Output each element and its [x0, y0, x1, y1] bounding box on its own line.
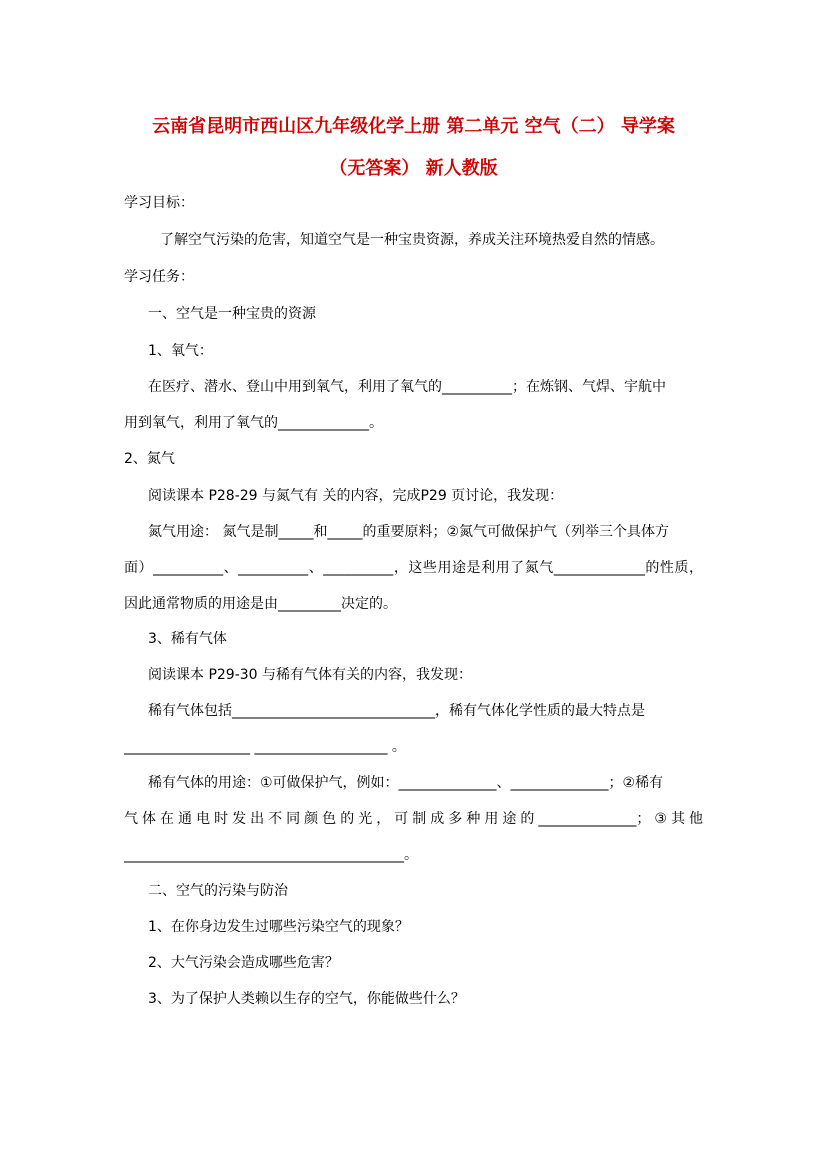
- section-heading-tasks: 学习任务：: [124, 269, 194, 285]
- question-1: 1、在你身边发生过哪些污染空气的现象？: [148, 919, 409, 935]
- paragraph-noble-gas-line-1: 稀有气体包括_____________________________，稀有气体化学性质的最大特点是: [148, 703, 645, 719]
- paragraph-noble-gas-use-line-1: 稀有气体的用途：①可做保护气，例如：______________、______________；②稀有: [148, 775, 664, 791]
- paragraph-oxygen-line-2: 用到氧气，利用了氧气的_____________。: [124, 415, 383, 431]
- section-heading-objectives: 学习目标：: [124, 195, 194, 211]
- heading-oxygen: 1、氧气：: [148, 343, 213, 359]
- paragraph-noble-gas-reading: 阅读课本 P29-30 与稀有气体有关的内容，我发现：: [148, 667, 473, 683]
- heading-air-pollution: 二、空气的污染与防治: [148, 883, 288, 899]
- paragraph-noble-gas-use-line-3: ________________________________________。: [124, 847, 418, 863]
- document-title-line-1: 云南省昆明市西山区九年级化学上册 第二单元 空气（二） 导学案: [152, 116, 675, 137]
- document-title-line-2: （无答案） 新人教版: [329, 158, 498, 179]
- paragraph-objective: 了解空气污染的危害，知道空气是一种宝贵资源，养成关注环境热爱自然的情感。: [160, 232, 664, 248]
- heading-nitrogen: 2、氮气: [124, 451, 175, 467]
- heading-noble-gases: 3、稀有气体: [148, 631, 227, 647]
- paragraph-noble-gas-line-2: __________________ ___________________ 。: [124, 739, 406, 755]
- paragraph-nitrogen-reading: 阅读课本 P28-29 与氮气有 关的内容，完成P29 页讨论，我发现：: [148, 488, 564, 504]
- paragraph-oxygen-line-1: 在医疗、潜水、登山中用到氧气，利用了氧气的__________；在炼钢、气焊、宇航中: [148, 379, 666, 395]
- paragraph-nitrogen-use-line-2: 面）__________、__________、__________，这些用途是利用了氮气_____________的性质，: [124, 560, 703, 576]
- paragraph-noble-gas-use-line-2: 气体在通电时发出不同颜色的光，可制成多种用途的______________；③其他: [124, 811, 703, 827]
- paragraph-nitrogen-use-line-3: 因此通常物质的用途是由_________决定的。: [124, 596, 397, 612]
- question-2: 2、大气污染会造成哪些危害？: [148, 955, 339, 971]
- heading-air-resource: 一、空气是一种宝贵的资源: [148, 306, 316, 322]
- paragraph-nitrogen-use-line-1: 氮气用途： 氮气是制_____和_____的重要原料；②氮气可做保护气（列举三个具体方: [148, 524, 669, 540]
- question-3: 3、为了保护人类赖以生存的空气，你能做些什么？: [148, 991, 465, 1007]
